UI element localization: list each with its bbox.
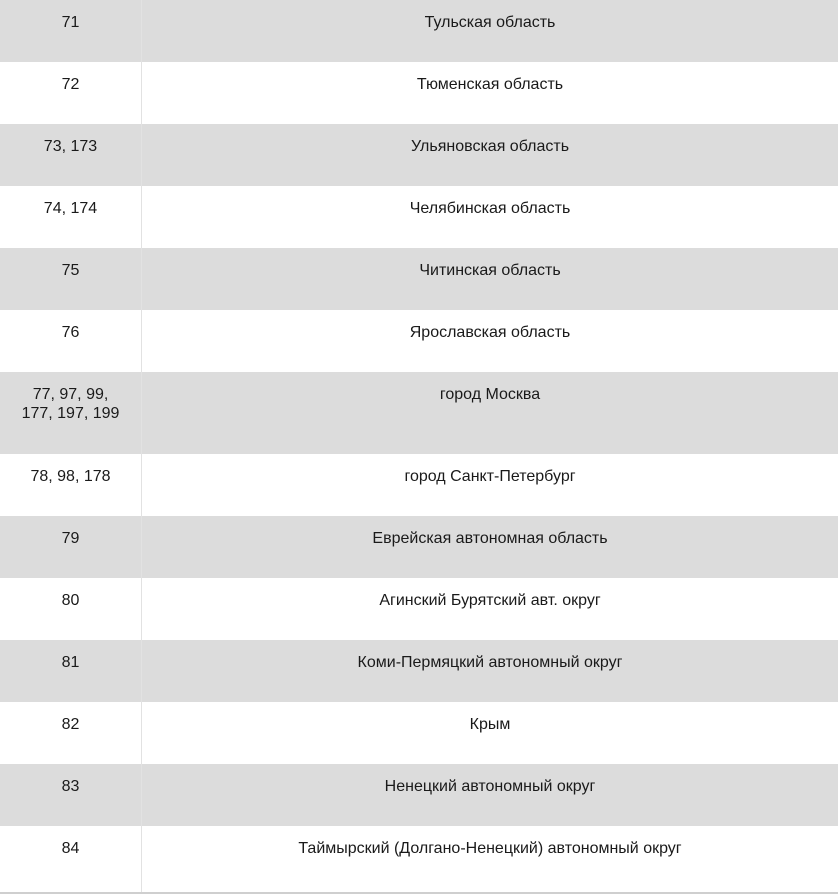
region-name-cell: Еврейская автономная область xyxy=(372,530,608,547)
region-name-cell: Челябинская область xyxy=(409,200,571,217)
region-name-cell: Крым xyxy=(469,716,511,733)
table-row xyxy=(0,124,838,186)
region-code-cell: 80 xyxy=(0,578,142,640)
region-name-cell: город Москва xyxy=(439,386,541,403)
region-code-cell: 78, 98, 178 xyxy=(0,454,142,516)
region-name-cell: Ульяновская область xyxy=(410,138,570,155)
table-row xyxy=(0,516,838,578)
table-row xyxy=(0,372,838,454)
region-name-cell: Читинская область xyxy=(419,262,561,279)
table-row xyxy=(0,248,838,310)
table-row xyxy=(0,640,838,702)
region-code-cell: 72 xyxy=(0,62,142,124)
table-row xyxy=(0,0,838,62)
region-name-cell: Тульская область xyxy=(424,14,556,31)
region-code-cell: 74, 174 xyxy=(0,186,142,248)
region-name-cell: Ненецкий автономный округ xyxy=(384,778,596,795)
region-code-cell: 71 xyxy=(0,0,142,62)
table-row xyxy=(0,62,838,124)
region-code-cell: 77, 97, 99, 177, 197, 199 xyxy=(0,372,142,454)
region-name-cell: город Санкт-Петербург xyxy=(404,468,576,485)
region-name-cell: Таймырский (Долгано-Ненецкий) автономный округ xyxy=(298,840,682,857)
region-code-cell: 83 xyxy=(0,764,142,826)
region-code-cell: 73, 173 xyxy=(0,124,142,186)
region-code-cell: 81 xyxy=(0,640,142,702)
region-code-cell: 76 xyxy=(0,310,142,372)
table-row xyxy=(0,702,838,764)
region-code-cell: 75 xyxy=(0,248,142,310)
region-name-cell: Коми-Пермяцкий автономный округ xyxy=(357,654,623,671)
table-row xyxy=(0,826,838,888)
region-code-cell: 82 xyxy=(0,702,142,764)
region-name-cell: Агинский Бурятский авт. округ xyxy=(379,592,601,609)
table-row xyxy=(0,578,838,640)
region-name-cell: Ярославская область xyxy=(409,324,571,341)
table-row xyxy=(0,186,838,248)
table-row xyxy=(0,454,838,516)
table-row xyxy=(0,310,838,372)
region-code-cell: 84 xyxy=(0,826,142,888)
region-name-cell: Тюменская область xyxy=(416,76,564,93)
table-row xyxy=(0,764,838,826)
region-code-cell: 79 xyxy=(0,516,142,578)
